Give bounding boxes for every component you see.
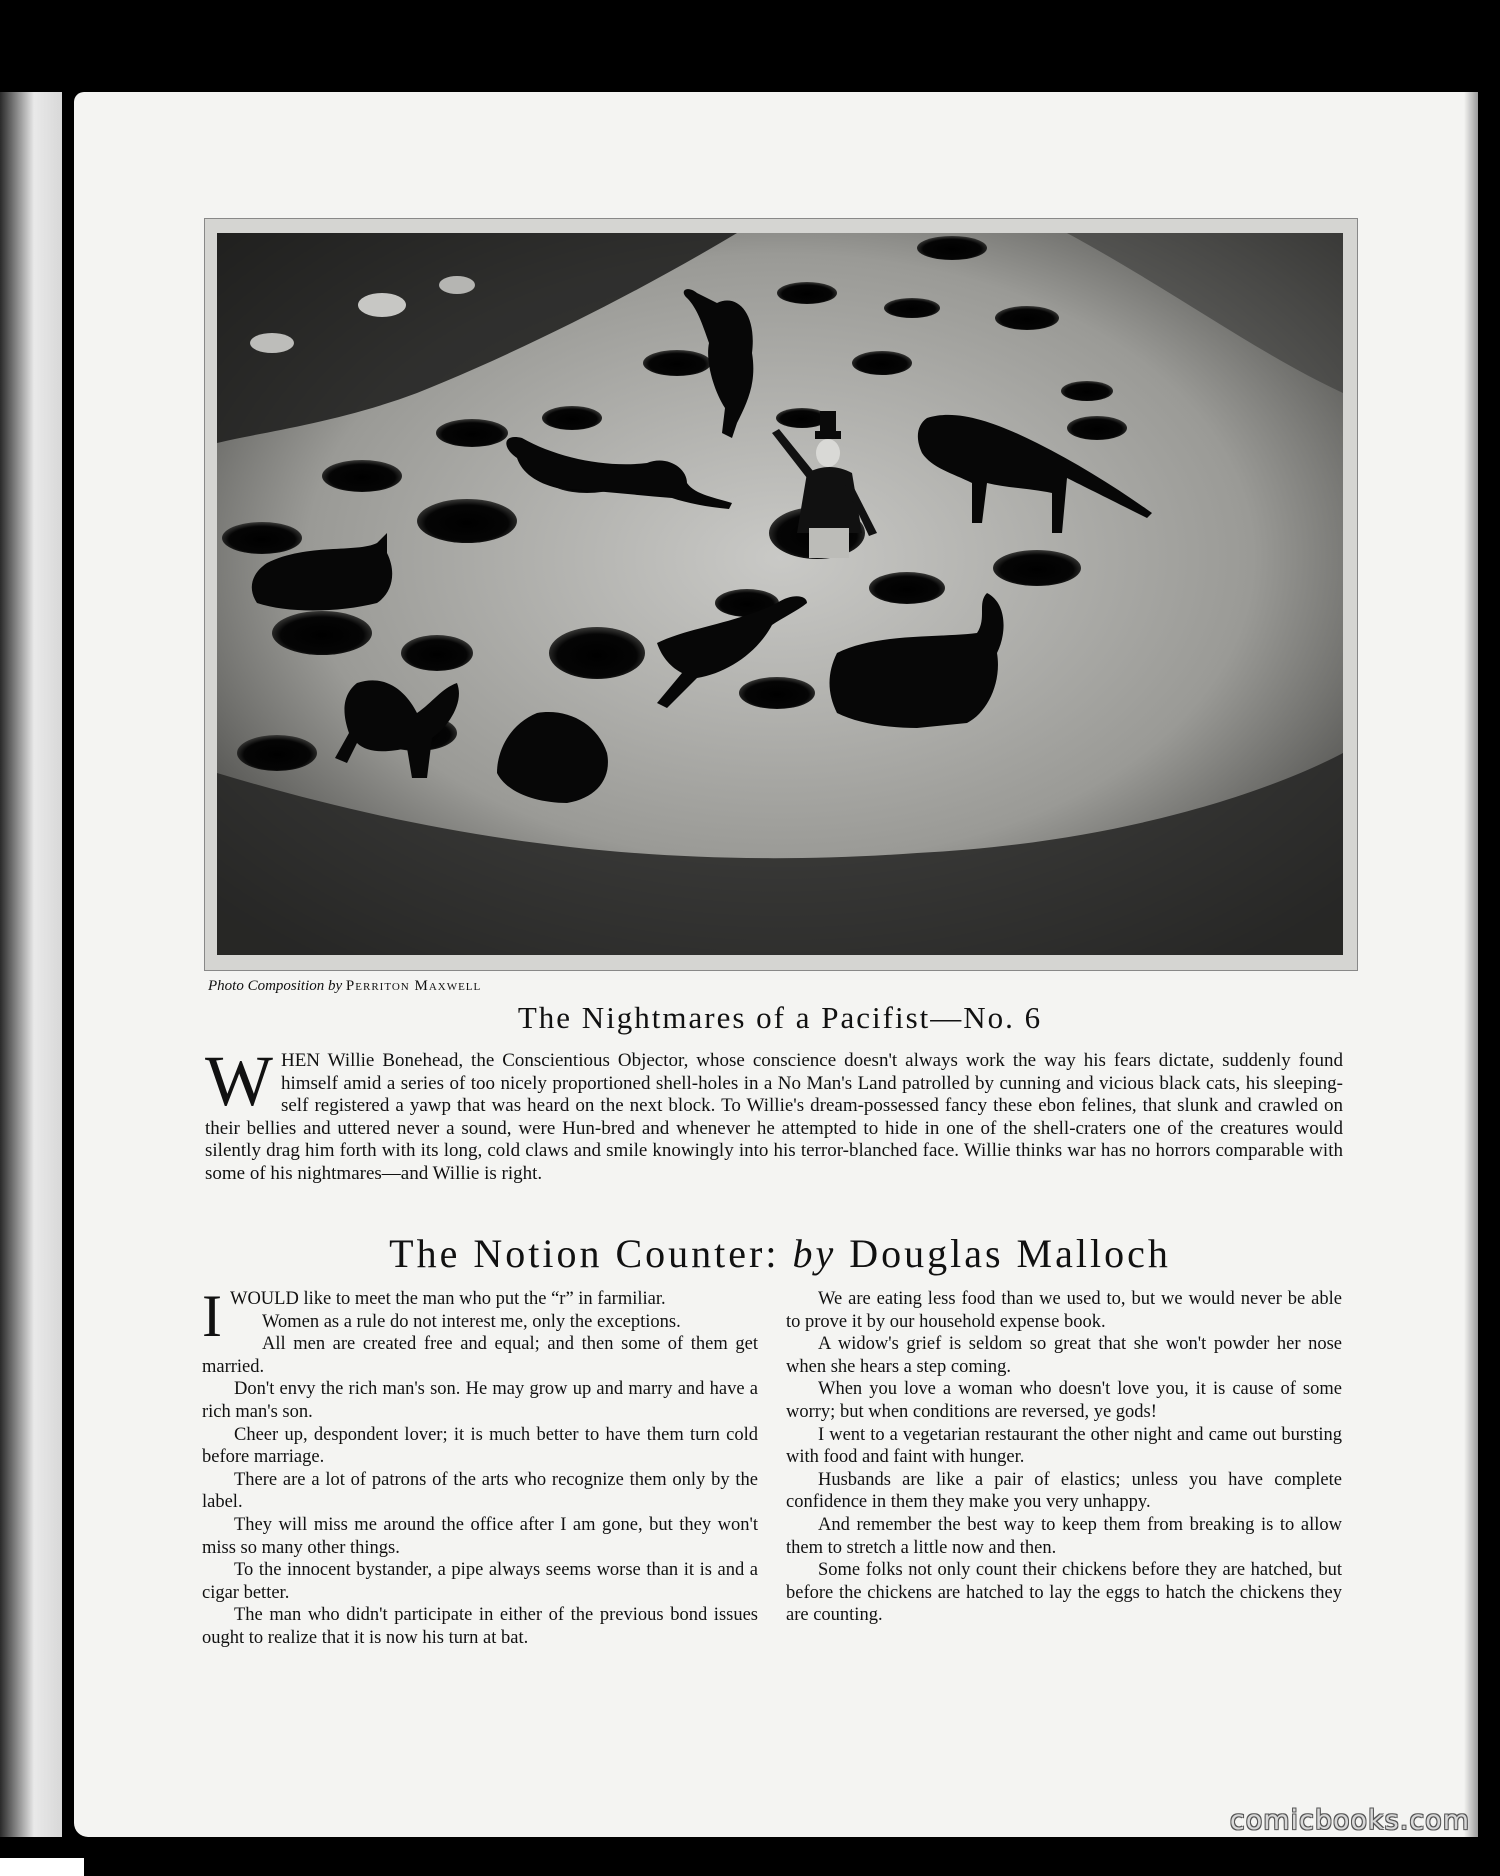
rock bbox=[439, 276, 475, 294]
article-title-notion-counter bbox=[204, 1230, 1356, 1277]
paragraph: When you love a woman who doesn't love you, it is cause of some worry; but when conditions are reversed, ye gods! bbox=[786, 1379, 1342, 1422]
article-body-text: HEN Willie Bonehead, the Conscientious Objector, whose conscience doesn't always work the way his fears dictate, suddenly found himself amid a series of too nicely proportioned shell-holes in a No Man's Land patrolled by cunning and vicious black cats, his sleeping-self registered a yawp that was heard on the next block. To Willie's dream-possessed fancy these ebon felines, that slunk and crawled on their bellies and uttered never a sound, were Hun-bred and whenever he attempted to hide in one of the shell-craters one of the creatures would silently drag him forth with its long, cold claws and smile knowingly into his terror-blanched face. Willie thinks war has no horrors comparable with some of his nightmares—and Willie is right. bbox=[205, 1050, 1343, 1184]
photo-credit-prefix: Photo Composition by bbox=[208, 978, 343, 994]
notion-counter-right-column bbox=[786, 1288, 1342, 1627]
paragraph: All men are created free and equal; and then some of them get married. bbox=[202, 1334, 758, 1377]
paragraph: A widow's grief is seldom so great that she won't powder her nose when she hears a step coming. bbox=[786, 1334, 1342, 1377]
article-title-nightmares: The Nightmares of a Pacifist—No. 6 bbox=[517, 1000, 1043, 1035]
paragraph: We are eating less food than we used to, but we would never be able to prove it by our household expense book. bbox=[786, 1289, 1342, 1332]
paragraph: IWOULD like to meet the man who put the “r” in farmiliar. bbox=[202, 1283, 666, 1349]
paragraph: They will miss me around the office after I am gone, but they won't miss so many other things. bbox=[202, 1514, 758, 1558]
photo-credit-name: Perriton Maxwell bbox=[345, 978, 482, 994]
paragraph: Don't envy the rich man's son. He may grow up and marry and have a rich man's son. bbox=[202, 1379, 758, 1422]
paragraph: And remember the best way to keep them from breaking is to allow them to stretch a little now and then. bbox=[786, 1514, 1342, 1558]
adjacent-page-edge bbox=[0, 92, 62, 1837]
author-name: Douglas Malloch bbox=[849, 1231, 1171, 1276]
drop-cap: I bbox=[202, 1283, 222, 1349]
rock bbox=[358, 293, 406, 317]
byline-by: by bbox=[792, 1231, 837, 1276]
paragraph: I went to a vegetarian restaurant the other night and came out bursting with food and faint with hunger. bbox=[786, 1424, 1342, 1468]
paragraph: Women as a rule do not interest me, only the exceptions. bbox=[261, 1311, 681, 1332]
notion-counter-title: The Notion Counter: bbox=[389, 1231, 780, 1276]
nightmare-photo bbox=[217, 233, 1343, 955]
paragraph: There are a lot of patrons of the arts who recognize them only by the label. bbox=[202, 1469, 758, 1513]
paragraph: The man who didn't participate in either of the previous bond issues ought to realize that it is now his turn at bat. bbox=[202, 1605, 758, 1648]
drop-cap: W bbox=[205, 1041, 273, 1121]
paragraph: Some folks not only count their chickens before they are hatched, but before the chickens are hatched to lay the eggs to hatch the chickens they are counting. bbox=[786, 1560, 1342, 1626]
photo-composition bbox=[204, 218, 1358, 971]
article-body-nightmares bbox=[205, 1041, 1343, 1186]
paragraph: Husbands are like a pair of elastics; unless you have complete confidence in them they make you very unhappy. bbox=[786, 1469, 1342, 1513]
rock bbox=[250, 333, 294, 353]
notion-counter-left-column bbox=[202, 1283, 758, 1650]
page-right-edge bbox=[1464, 92, 1478, 1837]
scan-corner-mark bbox=[0, 1858, 84, 1876]
paragraph: Cheer up, despondent lover; it is much better to have them turn cold before marriage. bbox=[202, 1424, 758, 1468]
paragraph: To the innocent bystander, a pipe always seems worse than it is and a cigar better. bbox=[202, 1560, 758, 1603]
site-watermark: comicbooks.com bbox=[1229, 1805, 1470, 1836]
photo-credit bbox=[208, 978, 481, 995]
